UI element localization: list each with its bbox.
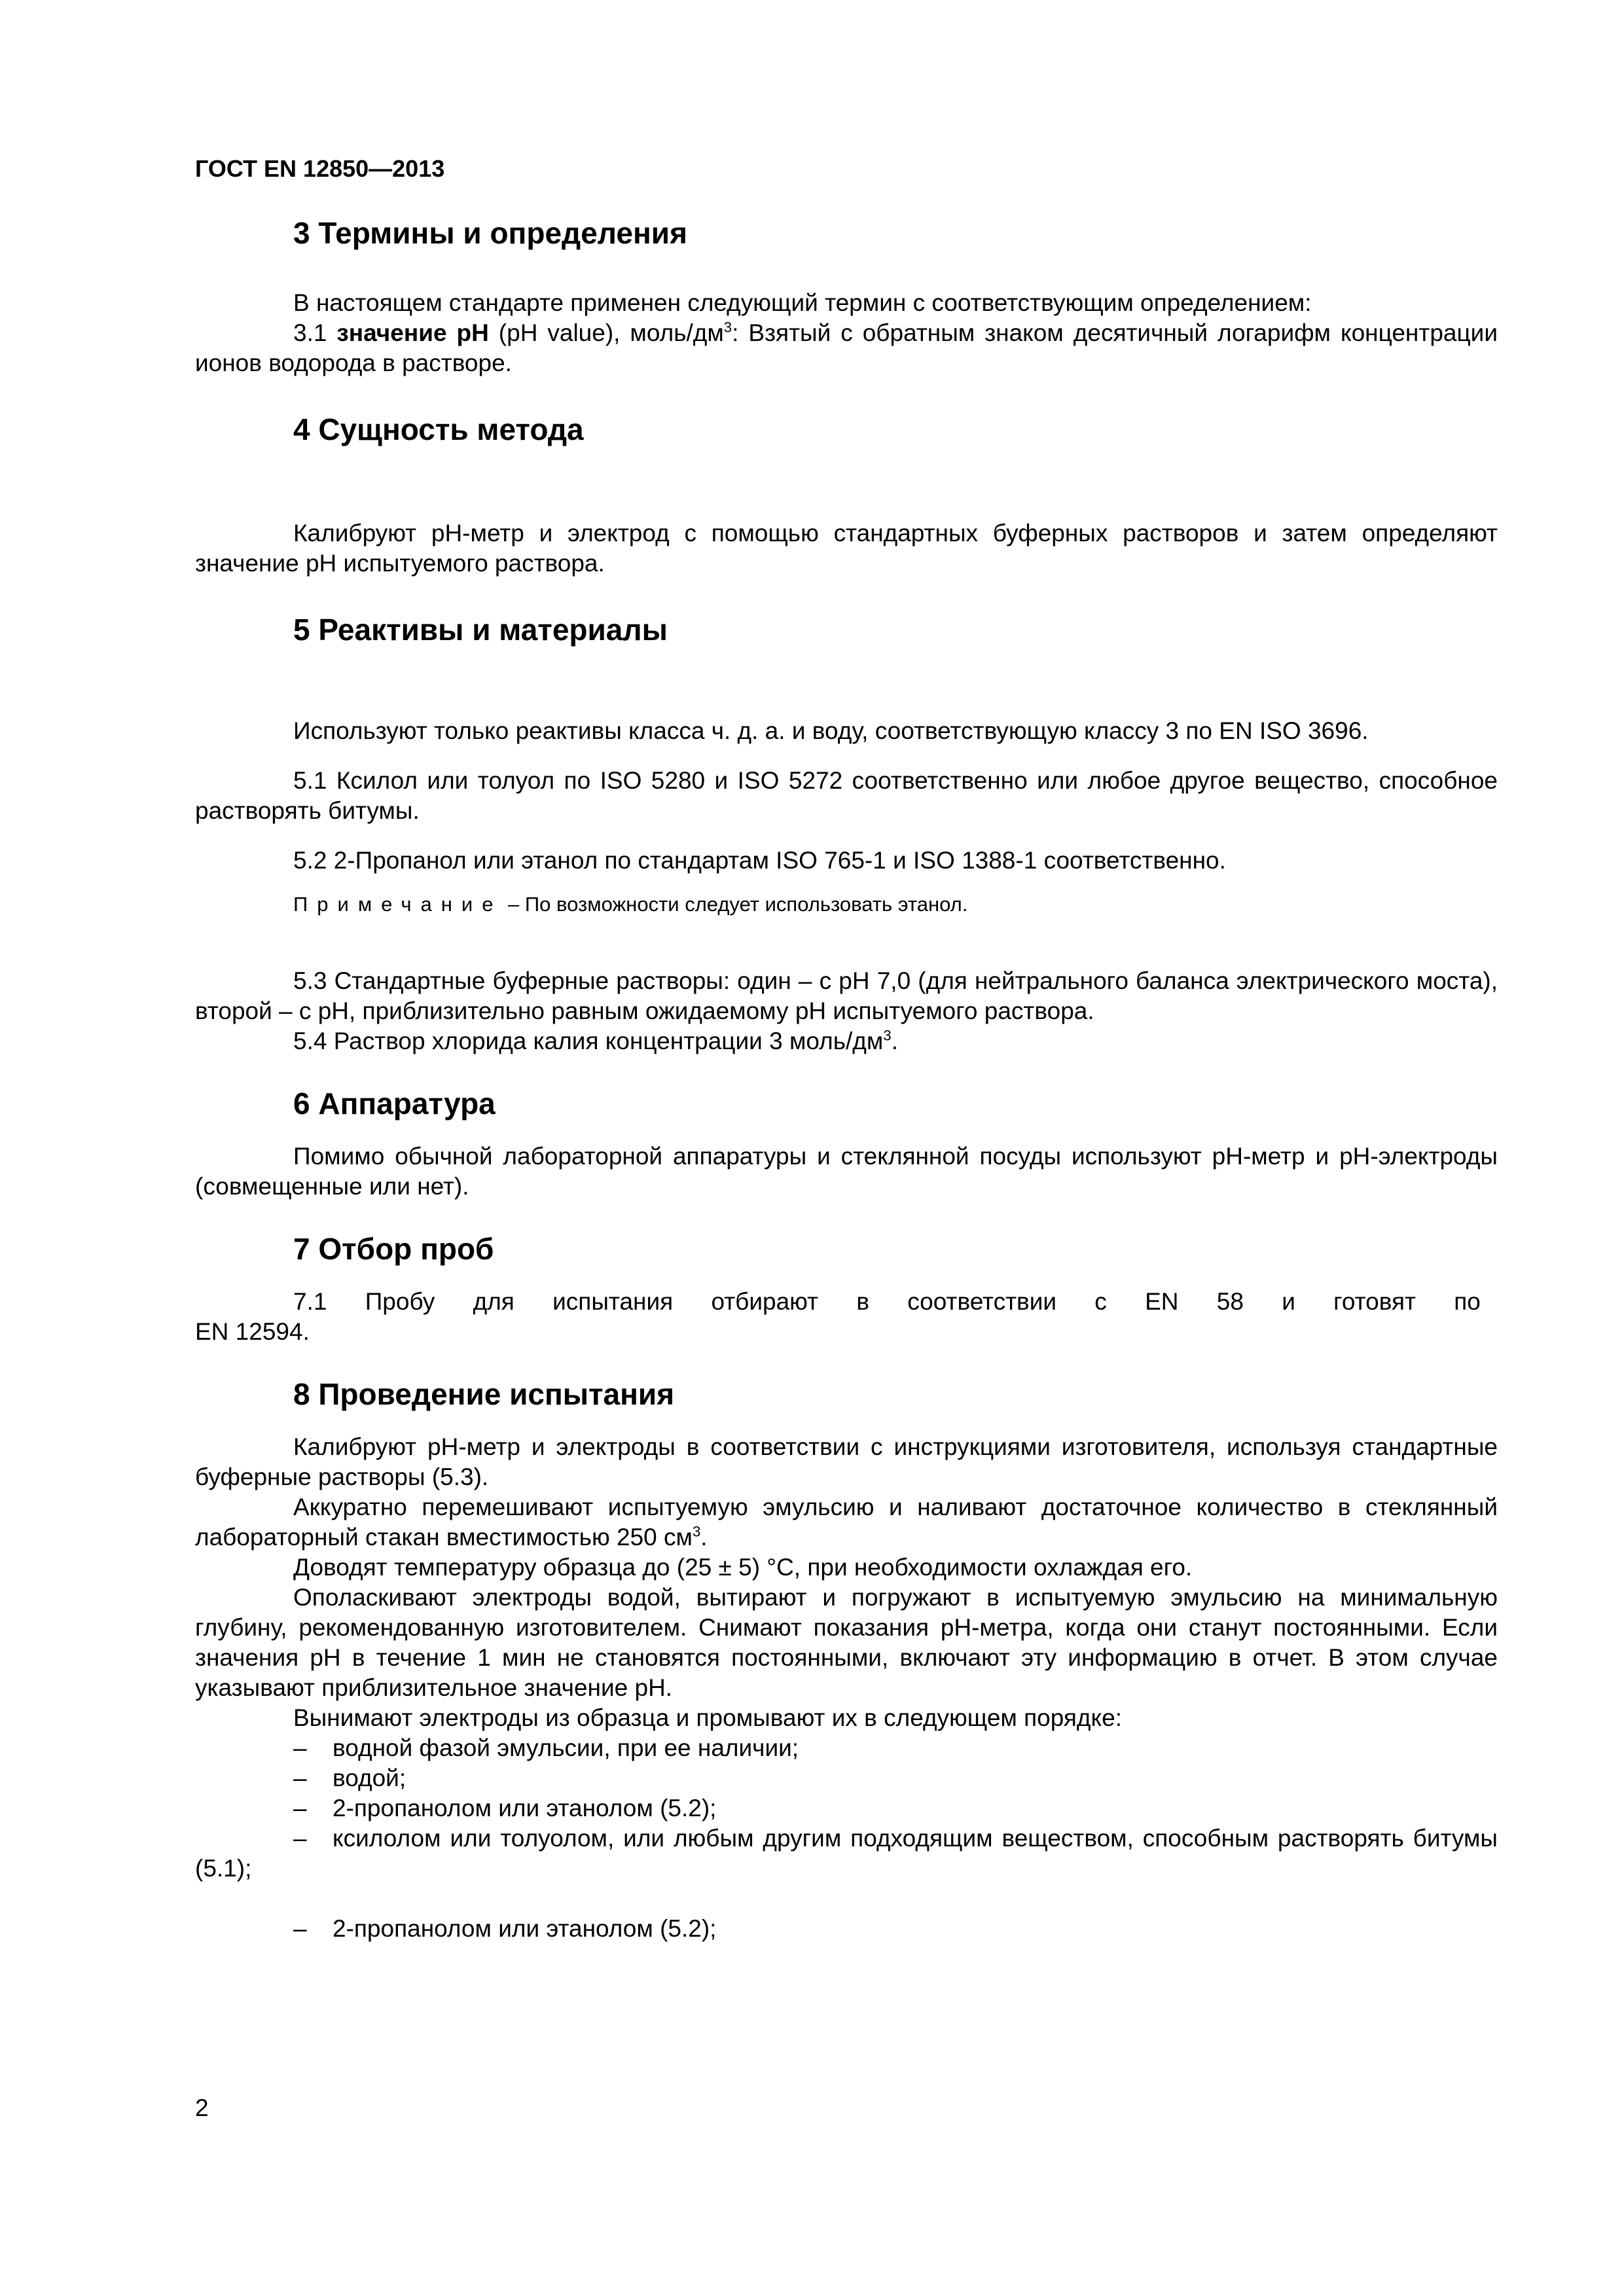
section-7-title: 7 Отбор проб: [293, 1232, 494, 1266]
section-4-title: 4 Сущность метода: [293, 412, 584, 446]
section-5-2: 5.2 2-Пропанол или этанол по стандартам ISO 765-1 и ISO 1388-1 соответственно.: [293, 847, 1226, 874]
dash-bullet: –: [293, 1825, 307, 1852]
list-item: [195, 1733, 1498, 1763]
page-number: 2: [195, 2094, 209, 2121]
rinse-order-list-continued: [195, 1914, 1498, 1944]
dash-bullet: –: [293, 1765, 307, 1791]
section-4-text: Калибруют pH-метр и электрод с помощью стандартных буферных растворов и затем определяют значение pH испытуемого раствора.: [195, 520, 1498, 577]
list-item-text: ксилолом или толуолом, или любым другим подходящим веществом, способным растворять битумы (5.1);: [195, 1825, 1498, 1882]
list-item-text: водой;: [333, 1765, 406, 1791]
unit-superscript: 3: [692, 1523, 701, 1540]
section-8-p2-end: .: [700, 1524, 708, 1551]
section-8-p5: Вынимают электроды из образца и промывают их в следующем порядке:: [293, 1704, 1122, 1731]
item-number: 3.1: [293, 319, 337, 346]
list-item: [195, 1914, 1498, 1944]
list-item: [195, 1823, 1498, 1884]
section-5-note: [195, 890, 1498, 919]
list-item-text: 2-пропанолом или этанолом (5.2);: [333, 1795, 717, 1821]
list-item: [195, 1763, 1498, 1793]
note-text: – По возможности следует использовать этанол.: [502, 893, 968, 916]
section-3-title: 3 Термины и определения: [293, 216, 687, 250]
section-6-title: 6 Аппаратура: [293, 1086, 496, 1121]
list-item-text: водной фазой эмульсии, при ее наличии;: [333, 1734, 799, 1761]
section-7-1-line1: 7.1 Пробу для испытания отбирают в соответствии с EN 58 и готовят по: [293, 1288, 1481, 1315]
section-8-title: 8 Проведение испытания: [293, 1377, 675, 1411]
page-content: [195, 154, 1498, 1944]
section-5-intro: Используют только реактивы класса ч. д. а. и воду, соответствующую классу 3 по EN ISO 3696.: [293, 717, 1369, 744]
unit-superscript: 3: [883, 1027, 892, 1044]
term-english: (pH value), моль/дм: [488, 319, 724, 346]
dash-bullet: –: [293, 1795, 307, 1821]
section-8-p2-text: Аккуратно перемешивают испытуемую эмульсию и наливают достаточное количество в стеклянный лабораторный стакан вместимостью 250 см: [195, 1494, 1498, 1551]
section-5-1: 5.1 Ксилол или толуол по ISO 5280 и ISO 5272 соответственно или любое другое вещество, способное растворять битумы.: [195, 767, 1498, 824]
section-5-4: [195, 1026, 1498, 1056]
section-6-text: Помимо обычной лабораторной аппаратуры и стеклянной посуды используют pH-метр и pH-электроды (совмещенные или нет).: [195, 1143, 1498, 1200]
document-code-header: ГОСТ EN 12850—2013: [195, 155, 445, 182]
section-8-p2: [195, 1492, 1498, 1552]
list-item-text: 2-пропанолом или этанолом (5.2);: [333, 1915, 717, 1942]
dash-bullet: –: [293, 1915, 307, 1942]
section-3-intro: В настоящем стандарте применен следующий термин с соответствующим определением:: [293, 289, 1312, 316]
section-5-4-text: 5.4 Раствор хлорида калия концентрации 3 моль/дм: [293, 1028, 884, 1054]
term-definition: : Взятый с обратным знаком десятичный логарифм концентрации ионов водорода в растворе.: [195, 319, 1498, 376]
list-item: [195, 1793, 1498, 1823]
section-5-title: 5 Реактивы и материалы: [293, 613, 668, 647]
term-name: значение pH: [336, 319, 489, 346]
section-8-p1: Калибруют pH-метр и электроды в соответствии с инструкциями изготовителя, используя стандартные буферные растворы (5.3).: [195, 1433, 1498, 1490]
section-8-p4: Ополаскивают электроды водой, вытирают и погружают в испытуемую эмульсию на минимальную глубину, рекомендованную изготовителем. Снимают показания pH-метра, когда они станут постоянными. Если значения pH в течение 1 мин не становятся постоянными, включают эту информацию в отчет. В этом случае указывают приблизительное значение pH.: [195, 1584, 1498, 1701]
section-7-1-line2: EN 12594.: [195, 1318, 310, 1345]
section-5-4-end: .: [891, 1028, 898, 1054]
section-8-p3: Доводят температуру образца до (25 ± 5) °C, при необходимости охлаждая его.: [293, 1554, 1193, 1581]
section-5-3: 5.3 Стандартные буферные растворы: один – с pH 7,0 (для нейтрального баланса электрического моста), второй – с pH, приблизительно равным ожидаемому pH испытуемого раствора.: [195, 967, 1498, 1024]
rinse-order-list: [195, 1733, 1498, 1884]
dash-bullet: –: [293, 1734, 307, 1761]
unit-superscript: 3: [723, 319, 732, 336]
note-label: Примечание: [293, 893, 503, 916]
section-3-1-definition: [195, 318, 1498, 378]
